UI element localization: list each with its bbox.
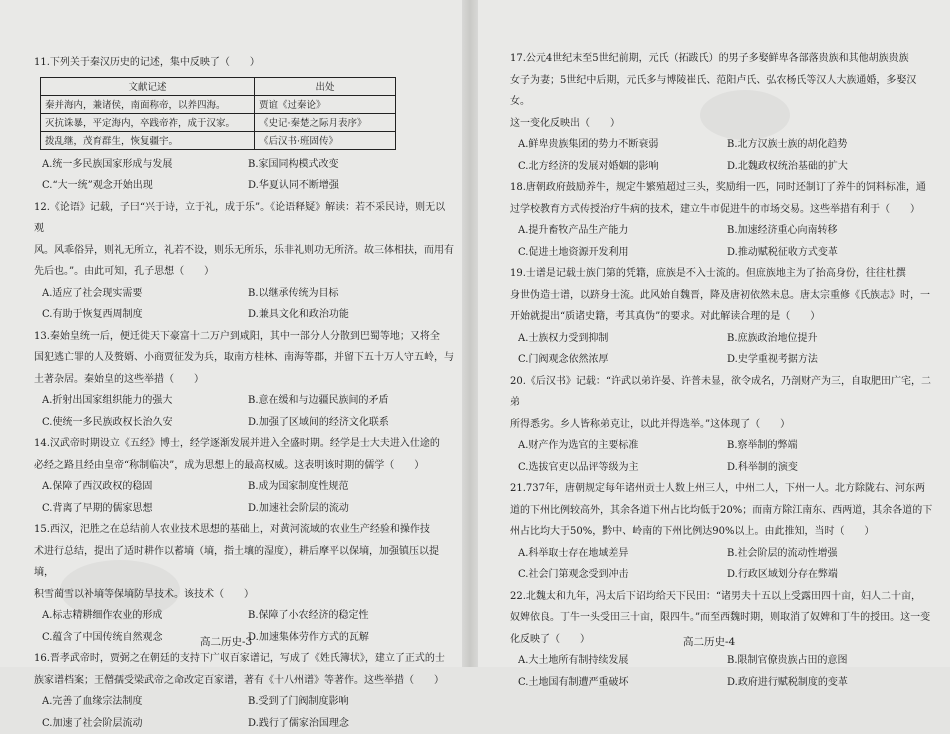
option-d: D.加速社会阶层的流动 [248, 498, 454, 520]
option-a: A.提升畜牧产品生产能力 [518, 220, 727, 242]
table-cell: 《后汉书·班固传》 [255, 131, 396, 149]
question-15-line: 15.西汉，汜胜之在总结前人农业技术思想的基础上，对黄河流域的农业生产经验和操作技 [34, 519, 454, 541]
option-b: B.社会阶层的流动性增强 [727, 543, 936, 565]
question-13-line: 土著杂居。秦始皇的这些举措（ ） [34, 369, 454, 391]
question-17-line: 17.公元4世纪末至5世纪前期，元氏（拓跋氏）的男子多娶鲜卑各部落贵族和其他胡族贵族 [510, 48, 936, 70]
table-cell: 贾谊《过秦论》 [255, 95, 396, 113]
option-a: A.大土地所有制持续发展 [518, 650, 727, 672]
option-d: D.行政区域划分存在弊端 [727, 564, 936, 586]
question-15-line: 积雪蔺雪以补墒等保墒防旱技术。该技术（ ） [34, 584, 454, 606]
question-19-line: 开始就提出“质诸史籍，考其真伪”的要求。对此解读合理的是（ ） [510, 306, 936, 328]
question-13-line: 13.秦始皇统一后，便迁徙天下豪富十二万户到咸阳，其中一部分人分散到巴蜀等地；又将全 [34, 326, 454, 348]
option-a: A.折射出国家组织能力的强大 [42, 390, 248, 412]
option-a: A.适应了社会现实需要 [42, 283, 248, 305]
table-row [41, 95, 396, 113]
question-15-line: 术进行总结，提出了适时耕作以蓄墒（墒，指土壤的湿度），耕后摩平以保墒，加强镇压以提墒， [34, 541, 454, 584]
question-20-options [510, 435, 936, 478]
question-16-options [34, 691, 454, 734]
option-a: A.科举取士存在地域差异 [518, 543, 727, 565]
question-17-options [510, 134, 936, 177]
question-17-line: 女子为妻；5世纪中后期，元氏多与博陵崔氏、范阳卢氏、弘农杨氏等汉人大族通婚，多娶汉女。 [510, 70, 936, 113]
option-d: D.政府进行赋税制度的变革 [727, 672, 936, 694]
question-13-options [34, 390, 454, 433]
question-18-line: 18.唐朝政府鼓励养牛，规定牛繁殖超过三头，奖励绢一匹，同时还制订了养牛的饲料标准，通 [510, 177, 936, 199]
table-header-cell: 文献记述 [41, 77, 255, 95]
option-c: C.土地国有制遭严重破坏 [518, 672, 727, 694]
option-c: C.北方经济的发展对婚姻的影响 [518, 156, 727, 178]
right-page [478, 0, 950, 667]
question-18-options [510, 220, 936, 263]
question-12-line: 12.《论语》记载，子曰“兴于诗，立于礼，成于乐”。《论语释疑》解读：若不采民诗，则无以观 [34, 197, 454, 240]
option-b: B.察举制的弊端 [727, 435, 936, 457]
option-b: B.保障了小农经济的稳定性 [248, 605, 454, 627]
question-16-line: 族家谱档案；王僧孺受梁武帝之命改定百家谱，著有《十八州谱》等著作。这些举措（ ） [34, 670, 454, 692]
question-22-line: 奴婢依良。丁牛一头受田三十亩，限四牛。”而至西魏时期，则取消了奴婢和丁牛的授田。这一变 [510, 607, 936, 629]
question-11-options [34, 154, 454, 197]
question-21-line: 道的下州比例较高外，其余各道下州占比均低于20%；而南方除江南东、西两道，其余各道的下 [510, 500, 936, 522]
question-22-line: 化反映了（ ） [510, 629, 936, 651]
option-c: C.社会门第观念受到冲击 [518, 564, 727, 586]
page-footer: 高二历史-3 [200, 634, 252, 649]
question-14-options [34, 476, 454, 519]
question-12-options [34, 283, 454, 326]
option-a: A.士族权力受到抑制 [518, 328, 727, 350]
question-11-stem: 11.下列关于秦汉历史的记述，集中反映了（ ） [34, 52, 454, 74]
option-c: C.促进土地资源开发利用 [518, 242, 727, 264]
option-d: D.北魏政权统治基础的扩大 [727, 156, 936, 178]
option-b: B.意在缓和与边疆民族间的矛盾 [248, 390, 454, 412]
option-d: D.践行了儒家治国理念 [248, 713, 454, 734]
question-19-options [510, 328, 936, 371]
question-21-line: 21.737年，唐朝规定每年诸州贡士人数上州三人，中州二人，下州一人。北方除陇右、河东两 [510, 478, 936, 500]
question-20-line: 所得悉劣。乡人皆称弟克让，以此并得选举。”这体现了（ ） [510, 414, 936, 436]
option-b: B.成为国家制度性规范 [248, 476, 454, 498]
option-c: C.使统一多民族政权长治久安 [42, 412, 248, 434]
option-c: C.背离了早期的儒家思想 [42, 498, 248, 520]
table-cell: 秦并海内，兼诸侯，南面称帝，以养四海。 [41, 95, 255, 113]
question-22-options [510, 650, 936, 693]
option-a: A.财产作为选官的主要标准 [518, 435, 727, 457]
option-b: B.北方汉族士族的胡化趋势 [727, 134, 936, 156]
option-c: C.有助于恢复西周制度 [42, 304, 248, 326]
question-14-line: 必经之路且经由皇帝“称制临决”，成为思想上的最高权威。这表明该时期的儒学（ ） [34, 455, 454, 477]
option-d: D.科举制的演变 [727, 457, 936, 479]
question-17-line: 这一变化反映出（ ） [510, 113, 936, 135]
question-12-line: 先后也。”。由此可知，孔子思想（ ） [34, 261, 454, 283]
option-c: C.“大一统”观念开始出现 [42, 175, 248, 197]
question-21-line: 州占比均大于50%，黔中、岭南的下州比例达90%以上。由此推知，当时（ ） [510, 521, 936, 543]
left-page [0, 0, 462, 667]
option-b: B.庶族政治地位提升 [727, 328, 936, 350]
option-a: A.鲜卑贵族集团的势力不断衰弱 [518, 134, 727, 156]
option-d: D.加强了区域间的经济文化联系 [248, 412, 454, 434]
option-d: D.史学重视考据方法 [727, 349, 936, 371]
option-d: D.加速集体劳作方式的瓦解 [248, 627, 454, 649]
option-a: A.保障了西汉政权的稳固 [42, 476, 248, 498]
option-a: A.完善了血缘宗法制度 [42, 691, 248, 713]
table-cell: 《史记·秦楚之际月表序》 [255, 113, 396, 131]
table-row [41, 131, 396, 149]
question-14-line: 14.汉武帝时期设立《五经》博士，经学逐渐发展并进入全盛时期。经学是士大夫进入仕途的 [34, 433, 454, 455]
option-c: C.加速了社会阶层流动 [42, 713, 248, 734]
option-c: C.蕴含了中国传统自然观念 [42, 627, 248, 649]
option-b: B.受到了门阀制度影响 [248, 691, 454, 713]
option-a: A.统一多民族国家形成与发展 [42, 154, 248, 176]
question-22-line: 22.北魏太和九年，冯太后下诏均给天下民田：“诸男夫十五以上受露田四十亩，妇人二十亩， [510, 586, 936, 608]
table-cell: 灭抗诛暴，平定海内，卒践帝祚，成于汉家。 [41, 113, 255, 131]
table-cell: 拨乱继，茂育群生，恢复疆宇。 [41, 131, 255, 149]
question-11-table [40, 77, 396, 150]
question-19-line: 身世伪造士谱，以跻身士流。此风始自魏晋，降及唐初依然未息。唐太宗重修《氏族志》时，一 [510, 285, 936, 307]
option-a: A.标志精耕细作农业的形成 [42, 605, 248, 627]
option-d: D.推动赋税征收方式变革 [727, 242, 936, 264]
option-b: B.家国同构模式改变 [248, 154, 454, 176]
option-d: D.华夏认同不断增强 [248, 175, 454, 197]
question-20-line: 20.《后汉书》记载：“许武以弟许晏、许普未显，欲令成名，乃剖财产为三，自取肥田广宅，二弟 [510, 371, 936, 414]
option-d: D.兼具文化和政治功能 [248, 304, 454, 326]
option-b: B.加速经济重心向南转移 [727, 220, 936, 242]
option-b: B.限制官僚贵族占田的意图 [727, 650, 936, 672]
page-footer: 高二历史-4 [683, 634, 735, 649]
question-21-options [510, 543, 936, 586]
question-16-line: 16.晋孝武帝时，贾弼之在朝廷的支持下广収百家谱记，写成了《姓氏簿状》，建立了正式的士 [34, 648, 454, 670]
book-gutter [462, 0, 478, 667]
question-18-line: 过学校教育方式传授治疗牛病的技术，建立牛市促进牛的市场交易。这些举措有利于（ ） [510, 199, 936, 221]
option-c: C.选拔官吏以品评等级为主 [518, 457, 727, 479]
question-19-line: 19.士谱是记载士族门第的凭籍，庶族是不入士流的。但庶族地主为了抬高身份，往往杜撰 [510, 263, 936, 285]
option-b: B.以继承传统为目标 [248, 283, 454, 305]
table-header-row [41, 77, 396, 95]
table-header-cell: 出处 [255, 77, 396, 95]
question-13-line: 国犯逃亡罪的人及赘婿、小商贾征发为兵，取南方桂林、南海等郡，并留下五十万人守五岭，与 [34, 347, 454, 369]
option-c: C.门阀观念依然浓厚 [518, 349, 727, 371]
question-12-line: 风。风乖俗异，则礼无所立，礼若不设，则乐无所乐，乐非礼则功无所济。故三体相扶，而用有 [34, 240, 454, 262]
table-row [41, 113, 396, 131]
